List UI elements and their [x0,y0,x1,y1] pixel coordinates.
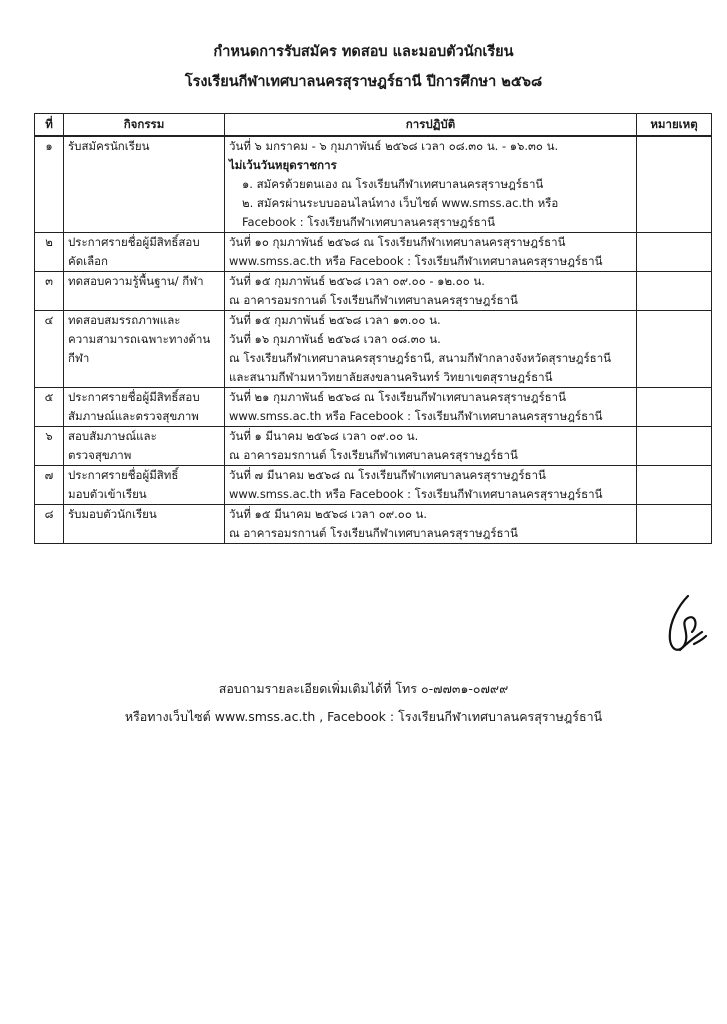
table-header-row [35,114,712,137]
procedure-cell [225,311,637,388]
procedure-cell [225,136,637,233]
procedure-text: www.smss.ac.th หรือ Facebook : โรงเรียนกีฬาเทศบาลนครสุราษฎร์ธานี [229,409,603,423]
procedure-cell [225,466,637,505]
procedure-text: วันที่ ๑๖ กุมภาพันธ์ ๒๕๖๘ เวลา ๐๘.๓๐ น. [229,332,441,346]
table-row [35,233,712,272]
procedure-text: ๑. สมัครด้วยตนเอง ณ โรงเรียนกีฬาเทศบาลนครสุราษฎร์ธานี [242,177,544,191]
procedure-text: ณ อาคารอมรกานต์ โรงเรียนกีฬาเทศบาลนครสุราษฎร์ธานี [229,448,518,462]
procedure-text: วันที่ ๑ มีนาคม ๒๕๖๘ เวลา ๐๙.๐๐ น. [229,429,419,443]
column-header-no: ที่ [35,114,64,137]
column-header-activity: กิจกรรม [64,114,225,137]
procedure-cell [225,427,637,466]
note-cell [637,466,712,505]
column-header-note: หมายเหตุ [637,114,712,137]
activity-text: สัมภาษณ์และตรวจสุขภาพ [68,409,199,423]
procedure-cell [225,388,637,427]
activity-cell [64,466,225,505]
row-number: ๑ [35,136,64,233]
procedure-text: วันที่ ๑๕ กุมภาพันธ์ ๒๕๖๘ เวลา ๐๙.๐๐ - ๑๒.๐๐ น. [229,274,485,288]
note-cell [637,233,712,272]
procedure-text: วันที่ ๒๑ กุมภาพันธ์ ๒๕๖๘ ณ โรงเรียนกีฬาเทศบาลนครสุราษฎร์ธานี [229,390,566,404]
activity-text: ประกาศรายชื่อผู้มีสิทธิ์สอบ [68,235,200,249]
document-title: กำหนดการรับสมัคร ทดสอบ และมอบตัวนักเรียน [213,44,514,60]
activity-text: ทดสอบความรู้พื้นฐาน/ กีฬา [68,274,204,288]
activity-cell [64,505,225,544]
contact-website: หรือทางเว็บไซต์ www.smss.ac.th , Facebook : โรงเรียนกีฬาเทศบาลนครสุราษฎร์ธานี [124,709,603,724]
note-cell [637,311,712,388]
note-cell [637,136,712,233]
row-number: ๘ [35,505,64,544]
row-number: ๓ [35,272,64,311]
activity-text: มอบตัวเข้าเรียน [68,487,147,501]
activity-cell [64,272,225,311]
row-number: ๒ [35,233,64,272]
activity-cell [64,233,225,272]
row-number: ๗ [35,466,64,505]
activity-text: ประกาศรายชื่อผู้มีสิทธิ์สอบ [68,390,200,404]
procedure-text: Facebook : โรงเรียนกีฬาเทศบาลนครสุราษฎร์ธานี [242,215,495,229]
activity-text: ทดสอบสมรรถภาพและ [68,313,181,327]
procedure-cell [225,272,637,311]
activity-text: สอบสัมภาษณ์และ [68,429,157,443]
activity-text: ประกาศรายชื่อผู้มีสิทธิ์ [68,468,179,482]
column-header-procedure: การปฏิบัติ [225,114,637,137]
procedure-text: ณ อาคารอมรกานต์ โรงเรียนกีฬาเทศบาลนครสุราษฎร์ธานี [229,526,518,540]
activity-cell [64,136,225,233]
schedule-table [34,113,712,544]
procedure-text: ณ อาคารอมรกานต์ โรงเรียนกีฬาเทศบาลนครสุราษฎร์ธานี [229,293,518,307]
handwritten-signature-icon [658,592,708,662]
row-number: ๕ [35,388,64,427]
activity-cell [64,388,225,427]
table-row [35,388,712,427]
procedure-text: วันที่ ๖ มกราคม - ๖ กุมภาพันธ์ ๒๕๖๘ เวลา ๐๘.๓๐ น. - ๑๖.๓๐ น. [229,139,559,153]
procedure-text: วันที่ ๑๕ กุมภาพันธ์ ๒๕๖๘ เวลา ๑๓.๐๐ น. [229,313,441,327]
row-number: ๔ [35,311,64,388]
procedure-text: วันที่ ๗ มีนาคม ๒๕๖๘ ณ โรงเรียนกีฬาเทศบาลนครสุราษฎร์ธานี [229,468,546,482]
note-cell [637,427,712,466]
procedure-text: วันที่ ๑๐ กุมภาพันธ์ ๒๕๖๘ ณ โรงเรียนกีฬาเทศบาลนครสุราษฎร์ธานี [229,235,566,249]
procedure-cell [225,233,637,272]
document-subtitle: โรงเรียนกีฬาเทศบาลนครสุราษฎร์ธานี ปีการศึกษา ๒๕๖๘ [184,74,543,90]
table-row [35,427,712,466]
note-cell [637,388,712,427]
note-cell [637,272,712,311]
activity-text: รับสมัครนักเรียน [68,139,150,153]
procedure-text: www.smss.ac.th หรือ Facebook : โรงเรียนกีฬาเทศบาลนครสุราษฎร์ธานี [229,254,603,268]
table-row [35,272,712,311]
table-row [35,136,712,233]
procedure-text: วันที่ ๑๕ มีนาคม ๒๕๖๘ เวลา ๐๙.๐๐ น. [229,507,428,521]
contact-phone: สอบถามรายละเอียดเพิ่มเติมได้ที่ โทร ๐-๗๗๓๑-๐๗๙๙ [218,681,509,696]
activity-text: กีฬา [68,351,90,365]
procedure-cell [225,505,637,544]
note-cell [637,505,712,544]
procedure-text: ณ โรงเรียนกีฬาเทศบาลนครสุราษฎร์ธานี, สนามกีฬากลางจังหวัดสุราษฎร์ธานี [229,351,612,365]
activity-text: รับมอบตัวนักเรียน [68,507,157,521]
activity-text: คัดเลือก [68,254,109,268]
procedure-text: ๒. สมัครผ่านระบบออนไลน์ทาง เว็บไซต์ www.smss.ac.th หรือ [242,196,559,210]
procedure-text: และสนามกีฬามหาวิทยาลัยสงขลานครินทร์ วิทยาเขตสุราษฎร์ธานี [229,370,553,384]
activity-cell [64,311,225,388]
table-row [35,466,712,505]
procedure-text: ไม่เว้นวันหยุดราชการ [229,158,337,172]
procedure-text: www.smss.ac.th หรือ Facebook : โรงเรียนกีฬาเทศบาลนครสุราษฎร์ธานี [229,487,603,501]
activity-cell [64,427,225,466]
row-number: ๖ [35,427,64,466]
activity-text: ความสามารถเฉพาะทางด้าน [68,332,211,346]
activity-text: ตรวจสุขภาพ [68,448,132,462]
table-row [35,505,712,544]
table-row [35,311,712,388]
